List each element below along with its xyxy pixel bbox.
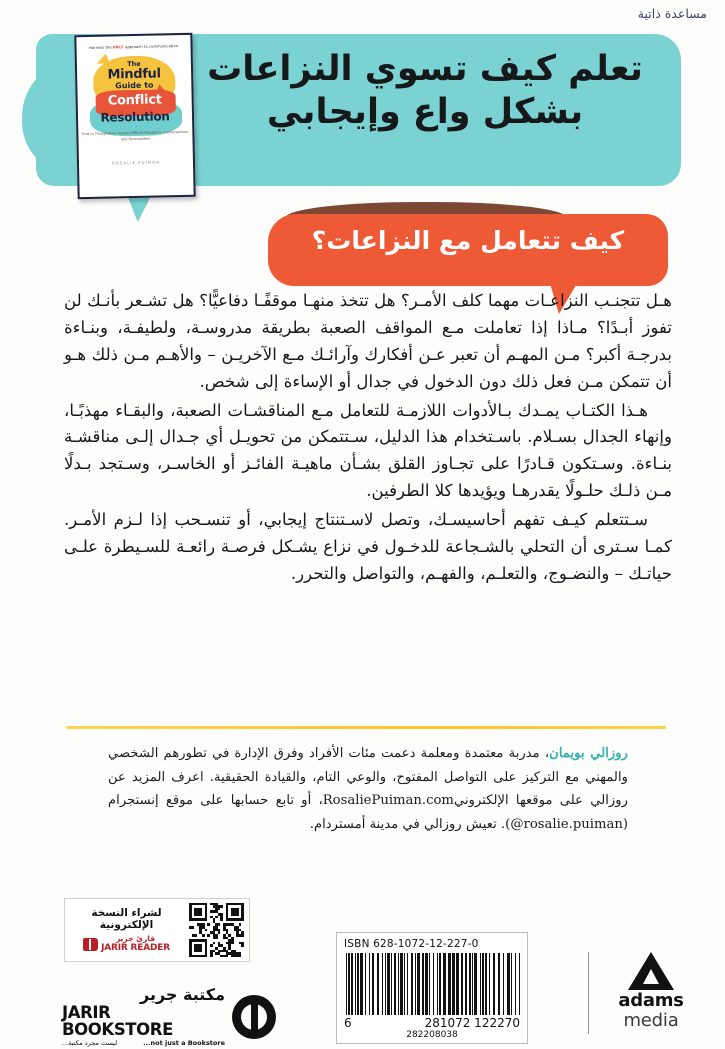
author-bio [108,742,628,836]
book-cover-thumbnail [74,33,195,199]
jarir-reader-name-en: JARIR READER [101,943,170,954]
publisher-name-line-2: media [623,1009,679,1031]
jarir-tagline [62,1039,225,1047]
barcode-sub-number: 282208038 [406,1030,458,1040]
jarir-reader-name-ar: قارئ جرير [115,934,156,944]
bio-text-1: ، مدربة معتمدة ومعلمة دعمت مئات الأفراد وفرق الإدارة في تطورهم الشخصي والمهني مع التركيز على التواصل المفتوح، والوعي التام، والقيادة الحقيقية. اعرف المزيد عن روزالي على موقعها الإلكتروني [108,746,628,808]
author-website: RosaliePuiman.com [322,793,454,808]
category-label: مساعدة ذاتية [637,6,707,21]
banner-post: approach to communication [123,44,179,50]
barcode-bars [344,953,520,1015]
author-instagram: @rosalie.puiman [510,816,623,832]
jarir-tagline-en: ...not just a Bookstore [143,1039,225,1048]
isbn-number: ISBN 628-1072-12-227-0 [344,938,479,950]
hero-section [0,28,725,290]
book-cover-author: ROSALIE PUIMAN [111,159,160,166]
book-cover-subtitle: How to Thoughtfully Handle Difficult Situations, Conversations, and Personalities [81,129,189,142]
jarir-bookstore-logo [62,984,276,1048]
bio-text-3: ). تعيش روزالي في مدينة أمستردام. [309,816,511,832]
jarir-reader-words [101,935,170,953]
adams-triangle-icon [628,952,674,990]
paragraph-2: هـذا الكتـاب يمـدك بـالأدوات اللازمـة للتعامل مـع المناقشـات الصعبة، والبقـاء مهذبًـا، وإنهاء الجدال بسـلام. باسـتخدام هذا الدليل، سـتتمكن من تحويـل أي جـدال إلـى مناقشـة بنـاءة. وسـتكون قـادرًا على تجـاوز القلق بشـأن ماهيـة الفائـز أو الخاسـر، وسـتجد بـدلًا مـن ذلـك حلـولًا يقدرهـا ويؤيدها كلا الطرفين. [64,400,672,501]
open-book-icon [83,938,98,951]
book-title-the: The [127,59,141,69]
description-text [64,288,672,590]
barcode-digit-group: 281072 122270 [424,1016,520,1030]
section-divider [66,726,666,729]
banner-pre: Harness the [88,45,113,50]
paragraph-1: هـل تتجنـب النزاعـات مهما كلف الأمـر؟ هل تتخذ منهـا موقفًـا دفاعيًّا؟ هل تشـعر بأنـك لن تفوز أبـدًا؟ مـاذا إذا تعاملت مـع المواقف الصعبة بطريقة مدروسـة، ولطيفـة، وبنـاءة بدرجـة أكبر؟ مـن المهـم أن تعبر عـن أفكارك وآرائـك مـع الآخريـن – والأهـم مـن ذلك هـو أن تتمكن مـن فعل ذلك دون الدخول في جدال أو الإساءة إلى شخص. [64,291,672,391]
banner-bold: PBCC [112,45,124,50]
book-title-mindful: Mindful [107,66,161,83]
book-title-resolution: Resolution [100,109,170,125]
author-name: روزالي بويمان [549,746,628,761]
qr-promo-line-2: الإلكترونية [99,919,154,932]
jarir-monogram-icon [232,995,276,1039]
paragraph-3: سـتتعلم كيـف تفهم أحاسيسـك، وتصل لاسـتنتاج إيجابي، أو تنسـحب إذا لـزم الأمـر. كمـا سـترى أن التحلي بالشـجاعة للدخـول في نزاع يشـكل فرصـة رائعـة للسـيطرة علـى حياتـك – والنضـوج، والتعلـم، والفهـم، والتواصل والتحرر. [64,510,672,583]
publisher-name-line-1: adams [618,990,684,1011]
isbn-barcode [336,932,528,1044]
qr-code-icon[interactable] [189,903,244,958]
book-title-conflict: Conflict [107,92,162,109]
bio-text-2: ، أو تابع حسابها على موقع إنستجرام ( [108,793,628,832]
qr-promo-line-1: لشراء النسخة [91,906,162,919]
publisher-divider [588,952,589,1034]
jarir-name-ar: مكتبة جرير [140,984,225,1004]
title-line-2: بشكل واع وإيجابي [266,92,584,133]
book-title-guide-to: Guide to [115,80,154,91]
page-subtitle: كيف تتعامل مع النزاعات؟ [311,226,625,255]
jarir-tagline-ar: ليست مجرد مكتبة... [62,1039,118,1048]
jarir-name-en: JARIR BOOKSTORE [62,1002,173,1039]
title-line-1: تعلم كيف تسوي النزاعات [207,49,643,89]
publisher-logo [596,952,706,1034]
jarir-reader-logo [70,935,183,953]
qr-promo-text [70,907,183,954]
book-cover-banner [77,44,191,50]
jarir-logo-text [62,984,225,1048]
page-title [165,48,685,135]
ebook-qr-promo[interactable] [64,898,250,962]
barcode-digits [344,1016,520,1030]
barcode-digit-left: 6 [344,1016,352,1030]
